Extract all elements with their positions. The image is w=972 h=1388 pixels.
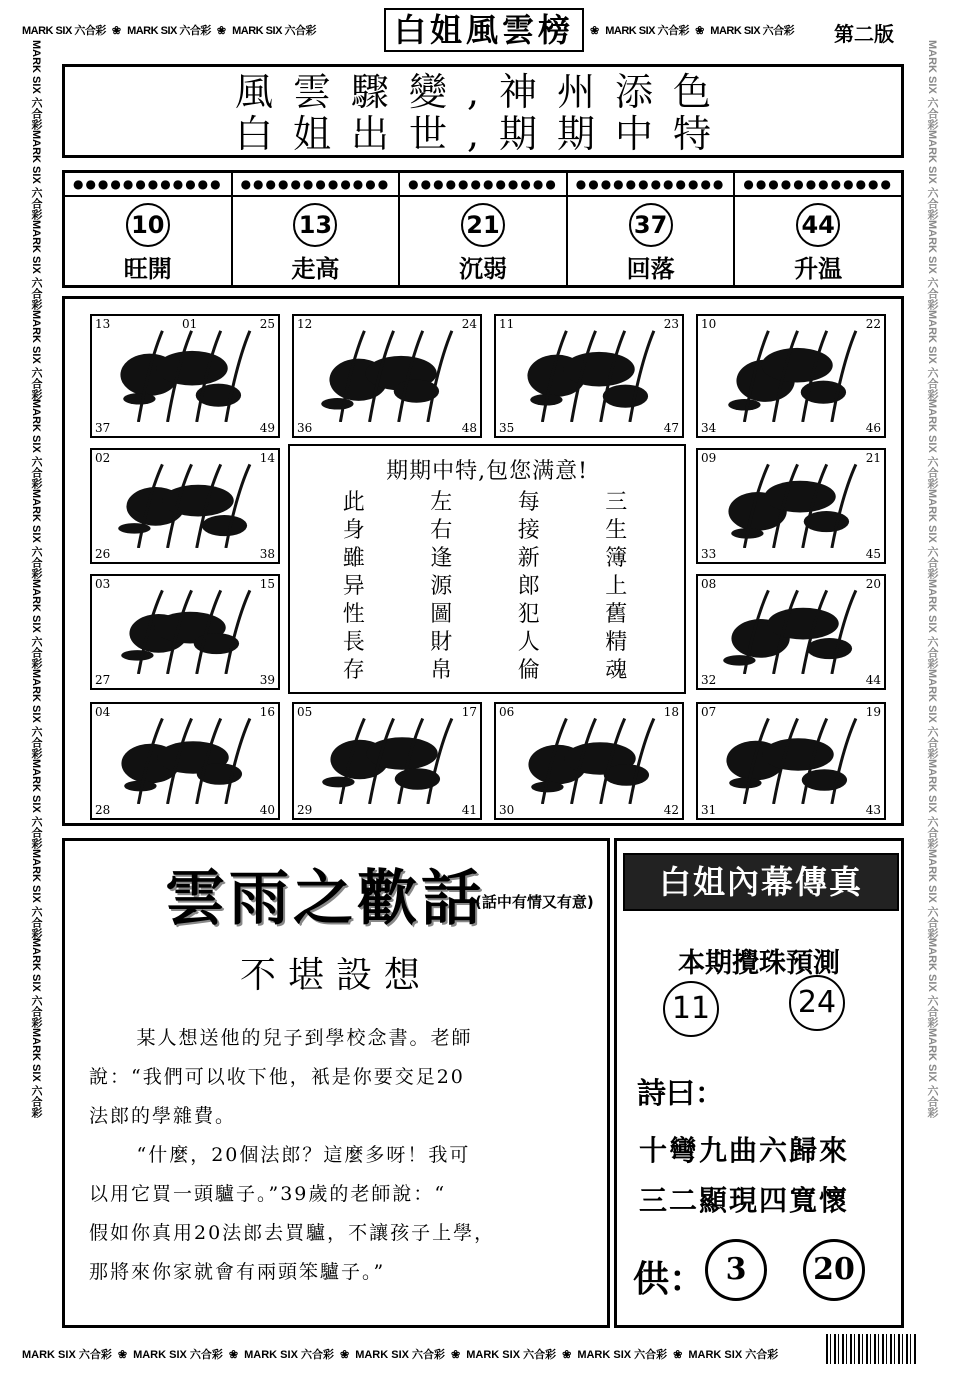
tile-number: 42 xyxy=(663,803,679,817)
joke-line: 以用它買一頭驢子。”39歲的老師說：“ xyxy=(89,1183,447,1205)
ink-painting-illustration xyxy=(106,326,268,422)
tile-number: 19 xyxy=(865,705,881,719)
forecast-cell xyxy=(568,173,736,285)
prediction-ball: 24 xyxy=(789,975,845,1031)
brand-mark: MARK SIX 六合彩 xyxy=(244,1349,334,1361)
ink-painting-illustration xyxy=(106,714,268,804)
tile-number: 11 xyxy=(499,317,515,331)
forecast-number: 10 xyxy=(126,203,170,247)
tile-number: 28 xyxy=(95,803,111,817)
tile-number: 23 xyxy=(663,317,679,331)
tile-number: 09 xyxy=(701,451,717,465)
tile-number: 43 xyxy=(865,803,881,817)
poem-char: 舊 xyxy=(605,602,628,627)
tile-number: 41 xyxy=(461,803,477,817)
poem-char: 雖 xyxy=(342,546,365,571)
poem-grid xyxy=(310,489,660,685)
brand-mark: MARK SIX 六合彩 xyxy=(466,1349,557,1361)
brand-mark: MARK SIX 六合彩 xyxy=(710,25,795,37)
tile-number: 05 xyxy=(297,705,313,719)
joke-subtitle: (話中有情又有意) xyxy=(475,893,594,911)
forecast-label: 升温 xyxy=(794,255,843,283)
tile-number: 31 xyxy=(701,803,717,817)
tile-number: 22 xyxy=(865,317,881,331)
right-side-strip: MARK SIX 六合彩 MARK SIX 六合彩 MARK SIX 六合彩 MARK SIX 六合彩 MARK SIX 六合彩 MARK SIX 六合彩 MARK SIX 六合彩 MARK SIX 六合彩 MARK SIX 六合彩 MARK SIX 六合彩 MARK SIX 六合彩 MARK SIX 六合彩 xyxy=(926,40,938,1119)
poem-char: 倫 xyxy=(517,658,540,683)
tile-number: 17 xyxy=(461,705,477,719)
tile-number: 16 xyxy=(259,705,275,719)
poem-char: 接 xyxy=(517,518,540,543)
tile-number: 39 xyxy=(259,673,275,687)
tile-number: 44 xyxy=(865,673,881,687)
poem-line-1: 十彎九曲六歸來 xyxy=(639,1134,850,1167)
gong-ball: 20 xyxy=(803,1239,865,1301)
joke-line: 說：“我們可以收下他，衹是你要交足20 xyxy=(89,1066,465,1088)
poem-char: 財 xyxy=(430,630,453,655)
tile-number: 24 xyxy=(461,317,477,331)
flower-icon: ❀ xyxy=(590,24,600,37)
joke-box xyxy=(62,838,610,1328)
poem-char: 右 xyxy=(430,518,453,543)
tile-number: 27 xyxy=(95,673,111,687)
flower-icon: ❀ xyxy=(451,1348,461,1361)
tile-number: 37 xyxy=(95,421,111,435)
brand-mark: MARK SIX 六合彩 xyxy=(22,1349,112,1361)
poem-char: 帛 xyxy=(430,658,453,683)
tile-number: 03 xyxy=(95,577,111,591)
poem-char: 逢 xyxy=(430,546,453,571)
poem-char: 每 xyxy=(517,490,540,515)
dots-decoration: ●●●●●●●●●●●● xyxy=(233,173,399,197)
joke-line: 某人想送他的兒子到學校念書。老師 xyxy=(136,1027,473,1049)
tile-number: 34 xyxy=(701,421,717,435)
flower-icon: ❀ xyxy=(562,1348,572,1361)
tile-number: 47 xyxy=(663,421,679,435)
tile-number: 49 xyxy=(259,421,275,435)
brand-mark: MARK SIX 六合彩 xyxy=(232,25,316,37)
poem-line-2: 三二顯現四寬懷 xyxy=(639,1184,850,1217)
forecast-number: 13 xyxy=(293,203,337,247)
brand-mark: MARK SIX 六合彩 xyxy=(688,1349,779,1361)
forecast-label: 沉弱 xyxy=(458,255,507,283)
ink-painting-illustration xyxy=(712,326,874,422)
poem-char: 异 xyxy=(342,574,365,599)
flower-icon: ❀ xyxy=(339,1348,350,1361)
joke-line: “什麼，20個法郎？這麼多呀！我可 xyxy=(136,1144,471,1166)
insider-box xyxy=(614,838,904,1328)
poem-char: 簿 xyxy=(605,546,628,571)
poem-char: 源 xyxy=(430,574,453,599)
left-side-strip: MARK SIX 六合彩 MARK SIX 六合彩 MARK SIX 六合彩 MARK SIX 六合彩 MARK SIX 六合彩 MARK SIX 六合彩 MARK SIX 六合彩 MARK SIX 六合彩 MARK SIX 六合彩 MARK SIX 六合彩 MARK SIX 六合彩 MARK SIX 六合彩 xyxy=(30,40,42,1119)
tile-number: 45 xyxy=(865,547,881,561)
tile-number: 13 xyxy=(95,317,111,331)
poem-char: 犯 xyxy=(517,602,540,627)
brand-mark: MARK SIX 六合彩 xyxy=(355,1349,446,1361)
ink-painting-illustration xyxy=(308,326,470,422)
flower-icon: ❀ xyxy=(216,24,227,37)
flower-icon: ❀ xyxy=(228,1348,239,1361)
tile-number: 04 xyxy=(95,705,111,719)
flower-icon: ❀ xyxy=(111,24,122,37)
insider-banner: 白姐內幕傳真 xyxy=(623,853,899,911)
tile-number: 21 xyxy=(865,451,881,465)
tile-number: 18 xyxy=(663,705,679,719)
tile-number: 48 xyxy=(461,421,477,435)
poem-char: 三 xyxy=(605,490,628,515)
poem-title: 期期中特,包您满意! xyxy=(386,459,588,484)
gong-label: 供： xyxy=(633,1259,706,1300)
poem-label: 詩曰： xyxy=(637,1076,725,1110)
joke-line: 那將來你家就會有兩頭笨驢子。” xyxy=(89,1261,386,1283)
edition-label: 第二版 xyxy=(834,22,894,46)
picture-tile xyxy=(90,448,280,564)
motto-line-2: 白姐出世,期期中特 xyxy=(234,112,732,156)
ink-painting-illustration xyxy=(712,586,874,674)
ink-painting-illustration xyxy=(712,714,874,804)
flower-icon: ❀ xyxy=(673,1348,683,1361)
poem-char: 左 xyxy=(430,490,453,515)
tile-number: 12 xyxy=(297,317,313,331)
forecast-cell xyxy=(233,173,401,285)
tile-number: 14 xyxy=(259,451,275,465)
ink-painting-illustration xyxy=(712,460,874,548)
tile-number: 46 xyxy=(865,421,881,435)
ink-painting-illustration xyxy=(510,326,672,422)
joke-title: 雲雨之歡話 xyxy=(165,864,485,934)
picture-tile xyxy=(292,314,482,438)
prediction-ball: 11 xyxy=(663,981,719,1037)
forecast-number: 21 xyxy=(461,203,505,247)
poem-char: 此 xyxy=(342,490,365,515)
poem-char: 魂 xyxy=(605,658,628,683)
tile-number: 06 xyxy=(499,705,515,719)
poem-char: 長 xyxy=(342,630,365,655)
brand-mark: MARK SIX 六合彩 xyxy=(605,25,690,37)
flower-icon: ❀ xyxy=(695,24,705,37)
tile-number: 38 xyxy=(259,547,275,561)
gong-ball: 3 xyxy=(705,1239,767,1301)
barcode xyxy=(826,1334,916,1364)
tile-number: 01 xyxy=(182,317,198,331)
motto-line-1: 風雲驟變,神州添色 xyxy=(234,70,732,114)
picture-tile xyxy=(292,702,482,820)
tile-number: 10 xyxy=(701,317,717,331)
joke-heading: 不堪設想 xyxy=(239,955,432,996)
brand-mark: MARK SIX 六合彩 xyxy=(127,25,211,37)
poem-char: 性 xyxy=(342,602,365,627)
picture-tile xyxy=(90,314,280,438)
poem-char: 身 xyxy=(342,518,365,543)
poem-char: 郎 xyxy=(517,574,540,599)
tile-number: 25 xyxy=(259,317,275,331)
forecast-row xyxy=(62,170,904,288)
brand-mark: MARK SIX 六合彩 xyxy=(133,1349,223,1361)
picture-tile xyxy=(90,574,280,690)
forecast-number: 37 xyxy=(629,203,673,247)
prediction-heading: 本期攪珠預測 xyxy=(678,948,840,979)
ink-painting-illustration xyxy=(106,460,268,548)
joke-body xyxy=(89,1019,577,1292)
joke-line: 法郎的學雜費。 xyxy=(89,1105,237,1127)
poem-char: 上 xyxy=(605,574,628,599)
tile-number: 15 xyxy=(259,577,275,591)
tile-number: 29 xyxy=(297,803,313,817)
poem-char: 生 xyxy=(605,518,628,543)
ink-painting-illustration xyxy=(510,714,672,804)
dots-decoration: ●●●●●●●●●●●● xyxy=(400,173,566,197)
tile-number: 40 xyxy=(259,803,275,817)
page-title: 白姐風雲榜 xyxy=(384,8,584,52)
poem-char: 人 xyxy=(517,630,540,655)
forecast-cell xyxy=(65,173,233,285)
dots-decoration: ●●●●●●●●●●●● xyxy=(65,173,231,197)
tile-number: 08 xyxy=(701,577,717,591)
code-poem-box xyxy=(288,444,686,694)
forecast-label: 旺開 xyxy=(123,255,172,283)
tile-number: 02 xyxy=(95,451,111,465)
ink-painting-illustration xyxy=(308,714,470,804)
footer-strip xyxy=(22,1340,822,1368)
tile-number: 30 xyxy=(499,803,515,817)
picture-tile xyxy=(696,448,886,564)
tile-number: 32 xyxy=(701,673,717,687)
motto-box xyxy=(62,64,904,158)
brand-mark: MARK SIX 六合彩 xyxy=(577,1349,668,1361)
header-strip-right xyxy=(590,8,830,52)
picture-tile xyxy=(696,702,886,820)
forecast-cell xyxy=(400,173,568,285)
picture-tile xyxy=(696,574,886,690)
forecast-cell xyxy=(735,173,901,285)
tile-number: 20 xyxy=(865,577,881,591)
tile-number: 36 xyxy=(297,421,313,435)
forecast-label: 回落 xyxy=(626,255,675,283)
picture-tile xyxy=(494,314,684,438)
poem-char: 圖 xyxy=(430,602,453,627)
poem-char: 精 xyxy=(605,630,628,655)
picture-tile xyxy=(494,702,684,820)
forecast-label: 走高 xyxy=(291,255,340,283)
dots-decoration: ●●●●●●●●●●●● xyxy=(735,173,901,197)
forecast-number: 44 xyxy=(796,203,840,247)
ink-painting-illustration xyxy=(106,586,268,674)
tile-number: 35 xyxy=(499,421,515,435)
poem-char: 存 xyxy=(342,658,365,683)
picture-tile xyxy=(90,702,280,820)
brand-mark: MARK SIX 六合彩 xyxy=(22,25,106,37)
poem-char: 新 xyxy=(517,546,540,571)
joke-line: 假如你真用20法郎去買驢，不讓孩子上學， xyxy=(89,1222,496,1244)
tile-number: 07 xyxy=(701,705,717,719)
dots-decoration: ●●●●●●●●●●●● xyxy=(568,173,734,197)
picture-tile xyxy=(696,314,886,438)
tile-number: 33 xyxy=(701,547,717,561)
tile-number: 26 xyxy=(95,547,111,561)
flower-icon: ❀ xyxy=(117,1348,128,1361)
